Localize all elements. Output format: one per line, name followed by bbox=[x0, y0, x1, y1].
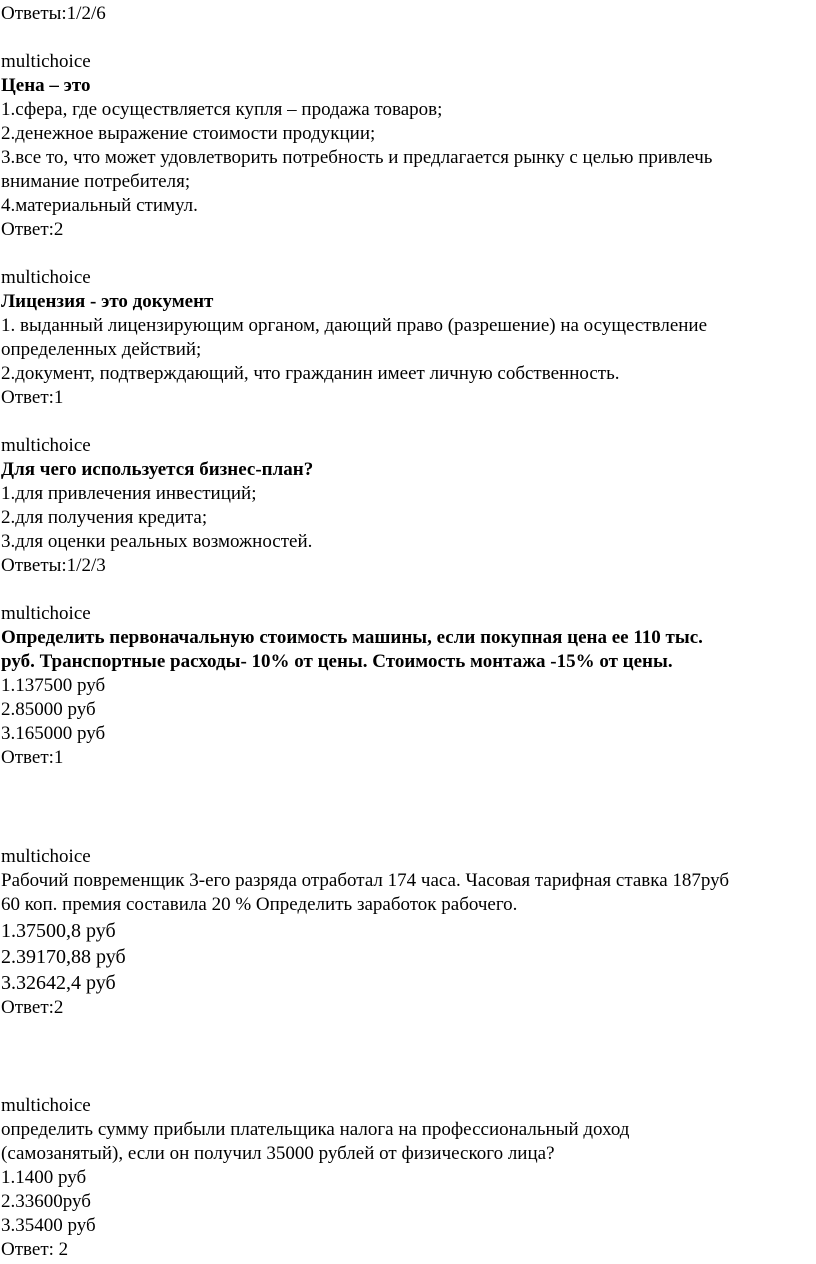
q4-option-2: 2.85000 руб bbox=[1, 699, 96, 720]
header-answers: Ответы:1/2/6 bbox=[1, 3, 106, 24]
q6-option-3: 3.35400 руб bbox=[1, 1215, 96, 1236]
q5-option-3: 3.32642,4 руб bbox=[1, 972, 116, 994]
q6-answer: Ответ: 2 bbox=[1, 1239, 69, 1260]
q3-title: Для чего используется бизнес-план? bbox=[1, 459, 314, 480]
q6-type: multichoice bbox=[1, 1095, 91, 1116]
q2-option-2: 2.документ, подтверждающий, что гражданин имеет личную собственность. bbox=[1, 363, 620, 384]
q4-option-3: 3.165000 руб bbox=[1, 723, 106, 744]
q4-option-1: 1.137500 руб bbox=[1, 675, 106, 696]
q2-title: Лицензия - это документ bbox=[1, 291, 214, 312]
q6-option-2: 2.33600руб bbox=[1, 1191, 91, 1212]
q3-option-3: 3.для оценки реальных возможностей. bbox=[1, 531, 313, 552]
q2-option-1-cont: определенных действий; bbox=[1, 339, 202, 360]
q3-type: multichoice bbox=[1, 435, 91, 456]
q3-option-2: 2.для получения кредита; bbox=[1, 507, 208, 528]
q1-option-4: 4.материальный стимул. bbox=[1, 195, 198, 216]
q1-option-2: 2.денежное выражение стоимости продукции; bbox=[1, 123, 376, 144]
q5-option-1: 1.37500,8 руб bbox=[1, 920, 116, 942]
q6-text-line-1: определить сумму прибыли плательщика налога на профессиональный доход bbox=[1, 1119, 630, 1140]
q1-option-1: 1.сфера, где осуществляется купля – продажа товаров; bbox=[1, 99, 443, 120]
q6-option-1: 1.1400 руб bbox=[1, 1167, 87, 1188]
q5-text-line-1: Рабочий повременщик 3-его разряда отработал 174 часа. Часовая тарифная ставка 187руб bbox=[1, 870, 730, 891]
q2-answer: Ответ:1 bbox=[1, 387, 64, 408]
q4-answer: Ответ:1 bbox=[1, 747, 64, 768]
q1-title: Цена – это bbox=[1, 75, 91, 96]
q5-answer: Ответ:2 bbox=[1, 997, 64, 1018]
q1-option-3-cont: внимание потребителя; bbox=[1, 171, 191, 192]
q1-type: multichoice bbox=[1, 51, 91, 72]
q5-option-2: 2.39170,88 руб bbox=[1, 946, 126, 968]
q6-text-line-2: (самозанятый), если он получил 35000 рублей от физического лица? bbox=[1, 1143, 555, 1164]
q2-type: multichoice bbox=[1, 267, 91, 288]
q4-type: multichoice bbox=[1, 603, 91, 624]
q4-title-line-2: руб. Транспортные расходы- 10% от цены. Стоимость монтажа -15% от цены. bbox=[1, 651, 673, 672]
q1-answer: Ответ:2 bbox=[1, 219, 64, 240]
q1-option-3: 3.все то, что может удовлетворить потребность и предлагается рынку с целью привлечь bbox=[1, 147, 713, 168]
q5-type: multichoice bbox=[1, 846, 91, 867]
q2-option-1: 1. выданный лицензирующим органом, дающий право (разрешение) на осуществление bbox=[1, 315, 708, 336]
q3-answer: Ответы:1/2/3 bbox=[1, 555, 106, 576]
q3-option-1: 1.для привлечения инвестиций; bbox=[1, 483, 257, 504]
q5-text-line-2: 60 коп. премия составила 20 % Определить заработок рабочего. bbox=[1, 894, 518, 915]
q4-title-line-1: Определить первоначальную стоимость машины, если покупная цена ее 110 тыс. bbox=[1, 627, 703, 648]
